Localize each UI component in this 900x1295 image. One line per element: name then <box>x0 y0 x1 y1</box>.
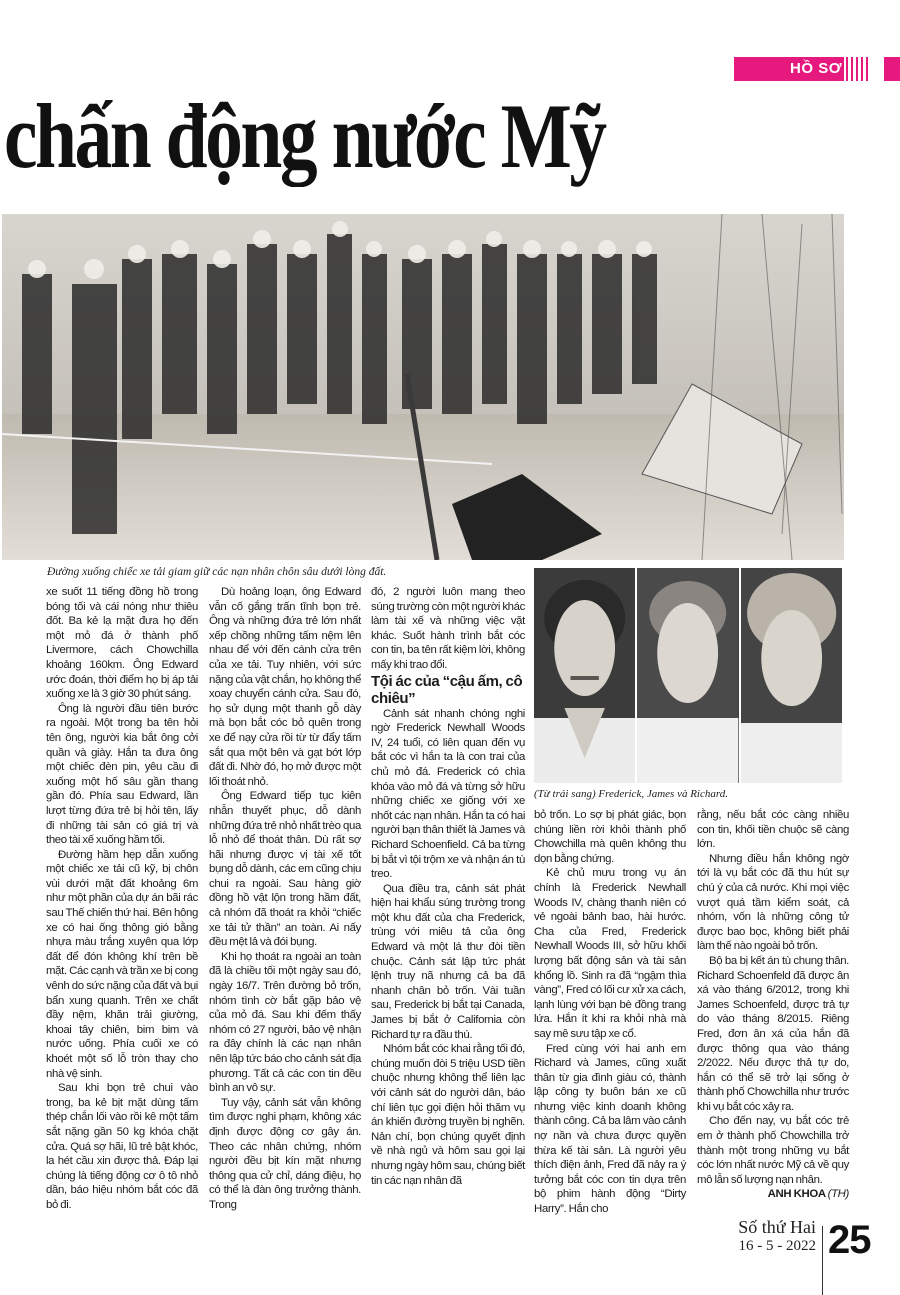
page-footer <box>720 1218 890 1295</box>
byline <box>697 1187 849 1202</box>
paragraph: đó, 2 người luôn mang theo súng trường còn một người khác làm tài xế và những việc vặt khác. Suốt hành trình bắt cóc con tin, ba tên rất kiệm lời, không mấy khi trao đổi. <box>371 586 525 671</box>
subheading: Tội ác của “cậu ấm, cô chiêu” <box>371 672 523 707</box>
crime-scene-photo <box>2 214 844 560</box>
paragraph: Khi họ thoát ra ngoài an toàn đã là chiều tối một ngày sau đó, ngày 16/7. Trên đường bỏ trốn, nhóm tình cờ bắt gặp bảo vệ của mỏ đá. Sau khi đếm thấy nhóm có 27 người, bảo vệ nhận ra đây chính là các nạn nhân nên lập tức báo cho cảnh sát địa phương. Tất cả các con tin đều bình an vô sự. <box>209 950 361 1095</box>
main-photo-caption: Đường xuống chiếc xe tải giam giữ các nạn nhân chôn sâu dưới lòng đất. <box>47 566 387 578</box>
section-tag <box>734 57 900 81</box>
article-column-5 <box>697 808 849 1202</box>
article-column-4 <box>534 808 686 1217</box>
paragraph: Fred cùng với hai anh em Richard và James, cũng xuất thân từ gia đình giàu có, thành lập công ty buôn bán xe cũ nhưng việc kinh doanh không thành công. Cả ba lâm vào cảnh nợ nần và chưa được quyền thừa kế tài sản. Là người yêu thích điện ảnh, Fred đã nảy ra ý tưởng bắt cóc con tin dựa trên bộ phim hành động “Dirty Harry”. Hắn cho <box>534 1042 686 1216</box>
paragraph: Cảnh sát nhanh chóng nghi ngờ Frederick Newhall Woods IV, 24 tuổi, có liên quan đến vụ bắt cóc vì hắn ta là con trai của chủ mỏ đá. Frederick có chìa khóa vào mỏ đá và từng sở hữu những chiếc xe giống với xe nhốt các nạn nhân. Hắn ta có hai người bạn thân thiết là James và Richard Schoenfield. Cả ba từng bị bắt vì tội trộm xe và nhận án tù treo. <box>371 707 525 881</box>
paragraph: Tuy vậy, cảnh sát vẫn không tìm được nghi phạm, không xác định được động cơ gây án. Theo các nhân chứng, nhóm người đều bịt kín mặt nhưng thông qua cử chỉ, dáng điệu, họ có thể là đàn ông trưởng thành. Trong <box>209 1096 361 1211</box>
section-label: HỒ SƠ <box>790 60 842 77</box>
issue-label: Số thứ Hai <box>738 1217 816 1237</box>
suspects-photo-caption: (Từ trái sang) Frederick, James và Richard. <box>534 788 728 800</box>
section-tag-stripes <box>846 57 876 81</box>
paragraph: Ông là người đầu tiên bước ra ngoài. Một trong ba tên hỏi tên ông, người kia bắt ông cởi quần và giày. Hắn ta đưa ông một chiếc đèn pin, yêu cầu đi xuống một hố sâu gần thang gần đó. Phía sau Edward, lần lượt từng đứa trẻ bị hỏi tên, lấy đi những tài sản có giá trị và theo tài xế xuống hầm tối. <box>46 702 198 847</box>
byline-author: ANH KHOA <box>767 1188 826 1201</box>
paragraph: Kẻ chủ mưu trong vụ án chính là Frederick Newhall Woods IV, chàng thanh niên có vẻ ngoài bảnh bao, hài hước. Cha của Fred, Frederick Newhall Woods III, sở hữu khối lượng bất động sản và tài sản khổng lồ. Sinh ra đã “ngậm thìa vàng”, Fred có lối cư xử xa cách, lạnh lùng với bạn bè đồng trang lứa. Hắn ít khi ra khỏi nhà mà say mê sưu tập xe cổ. <box>534 867 686 1040</box>
paragraph: Ông Edward tiếp tục kiên nhẫn thuyết phục, dỗ dành những đứa trẻ nhỏ nhất trèo qua lỗ nhỏ để thoát thân. Dù rất sợ hãi nhưng được vị tài xế tốt bụng dỗ dành, các em cũng chịu chui ra ngoài. Sau hàng giờ đồng hồ vật lộn trong hầm đất, cả nhóm đã thoát ra khỏi “chiếc xe tải tử thần” an toàn. Ai nấy đều mệt lả và đói bụng. <box>209 790 361 949</box>
suspect-photo-richard <box>741 568 842 783</box>
footer-divider <box>822 1226 823 1295</box>
paragraph: Cho đến nay, vụ bắt cóc trẻ em ở thành phố Chowchilla trở thành một trong những vụ bắt cóc lớn nhất nước Mỹ cả về quy mô lẫn số lượng nạn nhân. <box>697 1115 849 1186</box>
paragraph: bỏ trốn. Lo sợ bị phát giác, bọn chúng liền rời khỏi thành phố Chowchilla mà quên không thu dọn bằng chứng. <box>534 809 686 865</box>
mugshot-photo-icon <box>534 568 635 783</box>
issue-date: 16 - 5 - 2022 <box>738 1238 816 1254</box>
paragraph: Qua điều tra, cảnh sát phát hiện hai khẩu súng trường trong một khu đất của cha Frederick, trùng với miêu tả của ông Edward và một lá thư đòi tiền chuộc. Cảnh sát lập tức phát lệnh truy nã nhưng cả ba đã nhanh chân bỏ trốn. Vài tuần sau, Frederick bị bắt tại Canada, James bị bắt ở California còn Richard tự ra đầu thú. <box>371 882 525 1041</box>
page-number: 25 <box>828 1218 871 1262</box>
paragraph: xe suốt 11 tiếng đồng hồ trong bóng tối và cái nóng như thiêu đốt. Ba kẻ lạ mặt đưa họ đến một mỏ đá ở thành phố Livermore, cách Chowchilla khoảng 160km. Ông Edward ước đoán, thời điểm họ bị áp tải xuống xe là 3 giờ 30 phút sáng. <box>46 586 198 701</box>
paragraph: Nhưng điều hắn không ngờ tới là vụ bắt cóc đã thu hút sự chú ý của cả nước. Khi mọi việc vượt quá tầm kiểm soát, cả nhóm, vốn là những công tử được bao bọc, không biết phải làm thế nào ngoài bỏ trốn. <box>697 852 849 953</box>
paragraph: Bộ ba bị kết án tù chung thân. Richard Schoenfeld đã được ân xá vào tháng 6/2012, trong khi James Schoenfeld, được trả tự do vào tháng 8/2015. Riêng Fred, đơn ân xá của hắn đã được thông qua vào tháng 2/2022. Nếu được thả tự do, hắn có thể sẽ trở lại sống ở thành phố Chowchilla như trước khi vụ bắt cóc xảy ra. <box>697 954 849 1113</box>
mugshot-photo-icon <box>637 568 738 783</box>
byline-source: (TH) <box>827 1188 849 1201</box>
article-column-1 <box>46 585 198 1213</box>
section-tag-end <box>884 57 900 81</box>
suspect-photo-frederick <box>534 568 635 783</box>
suspects-photo <box>534 568 842 783</box>
article-column-2 <box>209 585 361 1213</box>
suspect-photo-james <box>637 568 738 783</box>
paragraph: rằng, nếu bắt cóc càng nhiều con tin, khối tiền chuộc sẽ càng lớn. <box>697 809 849 851</box>
paragraph: Dù hoảng loạn, ông Edward vẫn cố gắng trấn tĩnh bọn trẻ. Ông và những đứa trẻ lớn nhất xếp chồng những tấm nệm lên nhau để với đến cánh cửa trên của xe tải. Tuy nhiên, với sức nặng của vật chắn, họ không thể xoay chuyển cánh cửa. Sau đó, họ sử dụng một thanh gỗ dày mà bọn bắt cóc bỏ quên trong xe để nạy cửa rồi từ từ đẩy tấm sắt qua một bên và gạt bớt lớp đất đi. Nhờ đó, họ mở được một lối thoát nhỏ. <box>209 586 361 788</box>
headline: chấn động nước Mỹ <box>4 85 605 187</box>
article-column-3 <box>371 585 525 1188</box>
paragraph: Nhóm bắt cóc khai rằng tối đó, chúng muốn đòi 5 triệu USD tiền chuộc nhưng không thể liên lạc với cảnh sát do người dân, báo chí liên tục gọi điện hỏi thăm vụ án khiến đường truyền bị nghẽn. Nản chí, bọn chúng quyết định về nhà ngủ và hôm sau gọi lại nhưng ngày hôm sau, chúng biết tin các nạn nhân đã <box>371 1043 525 1187</box>
mugshot-photo-icon <box>741 568 842 783</box>
crime-scene-photo-icon <box>2 214 844 560</box>
paragraph: Đường hầm hẹp dẫn xuống một chiếc xe tải cũ kỹ, bị chôn vùi dưới mặt đất khoảng 6m như một phần của dự án bãi rác sau Thế chiến thứ hai. Bên hông xe có hai ống thông gió bằng nhựa màu trắng xuyên qua lớp đất để đón không khí trên bề mặt. Các cạnh và trần xe bị cong vênh do sức nặng của đất và bụi bẩn xung quanh. Trên xe chất đầy nệm, khăn trải giường, khoai tây chiên, bim bim và nước uống. Phía cuối xe có khoét một số lỗ tròn thay cho nhà vệ sinh. <box>46 848 198 1080</box>
paragraph: Sau khi bọn trẻ chui vào trong, ba kẻ bịt mặt dùng tấm thép chắn lối vào rồi kê một tấm sắt nặng gần 50 kg khóa chặt cửa. Quá sợ hãi, lũ trẻ bật khóc, la hét cầu xin được thả. Đáp lại chúng là tiếng động cơ ô tô nhỏ dần, báo hiệu nhóm bắt cóc đã bỏ đi. <box>46 1082 198 1211</box>
